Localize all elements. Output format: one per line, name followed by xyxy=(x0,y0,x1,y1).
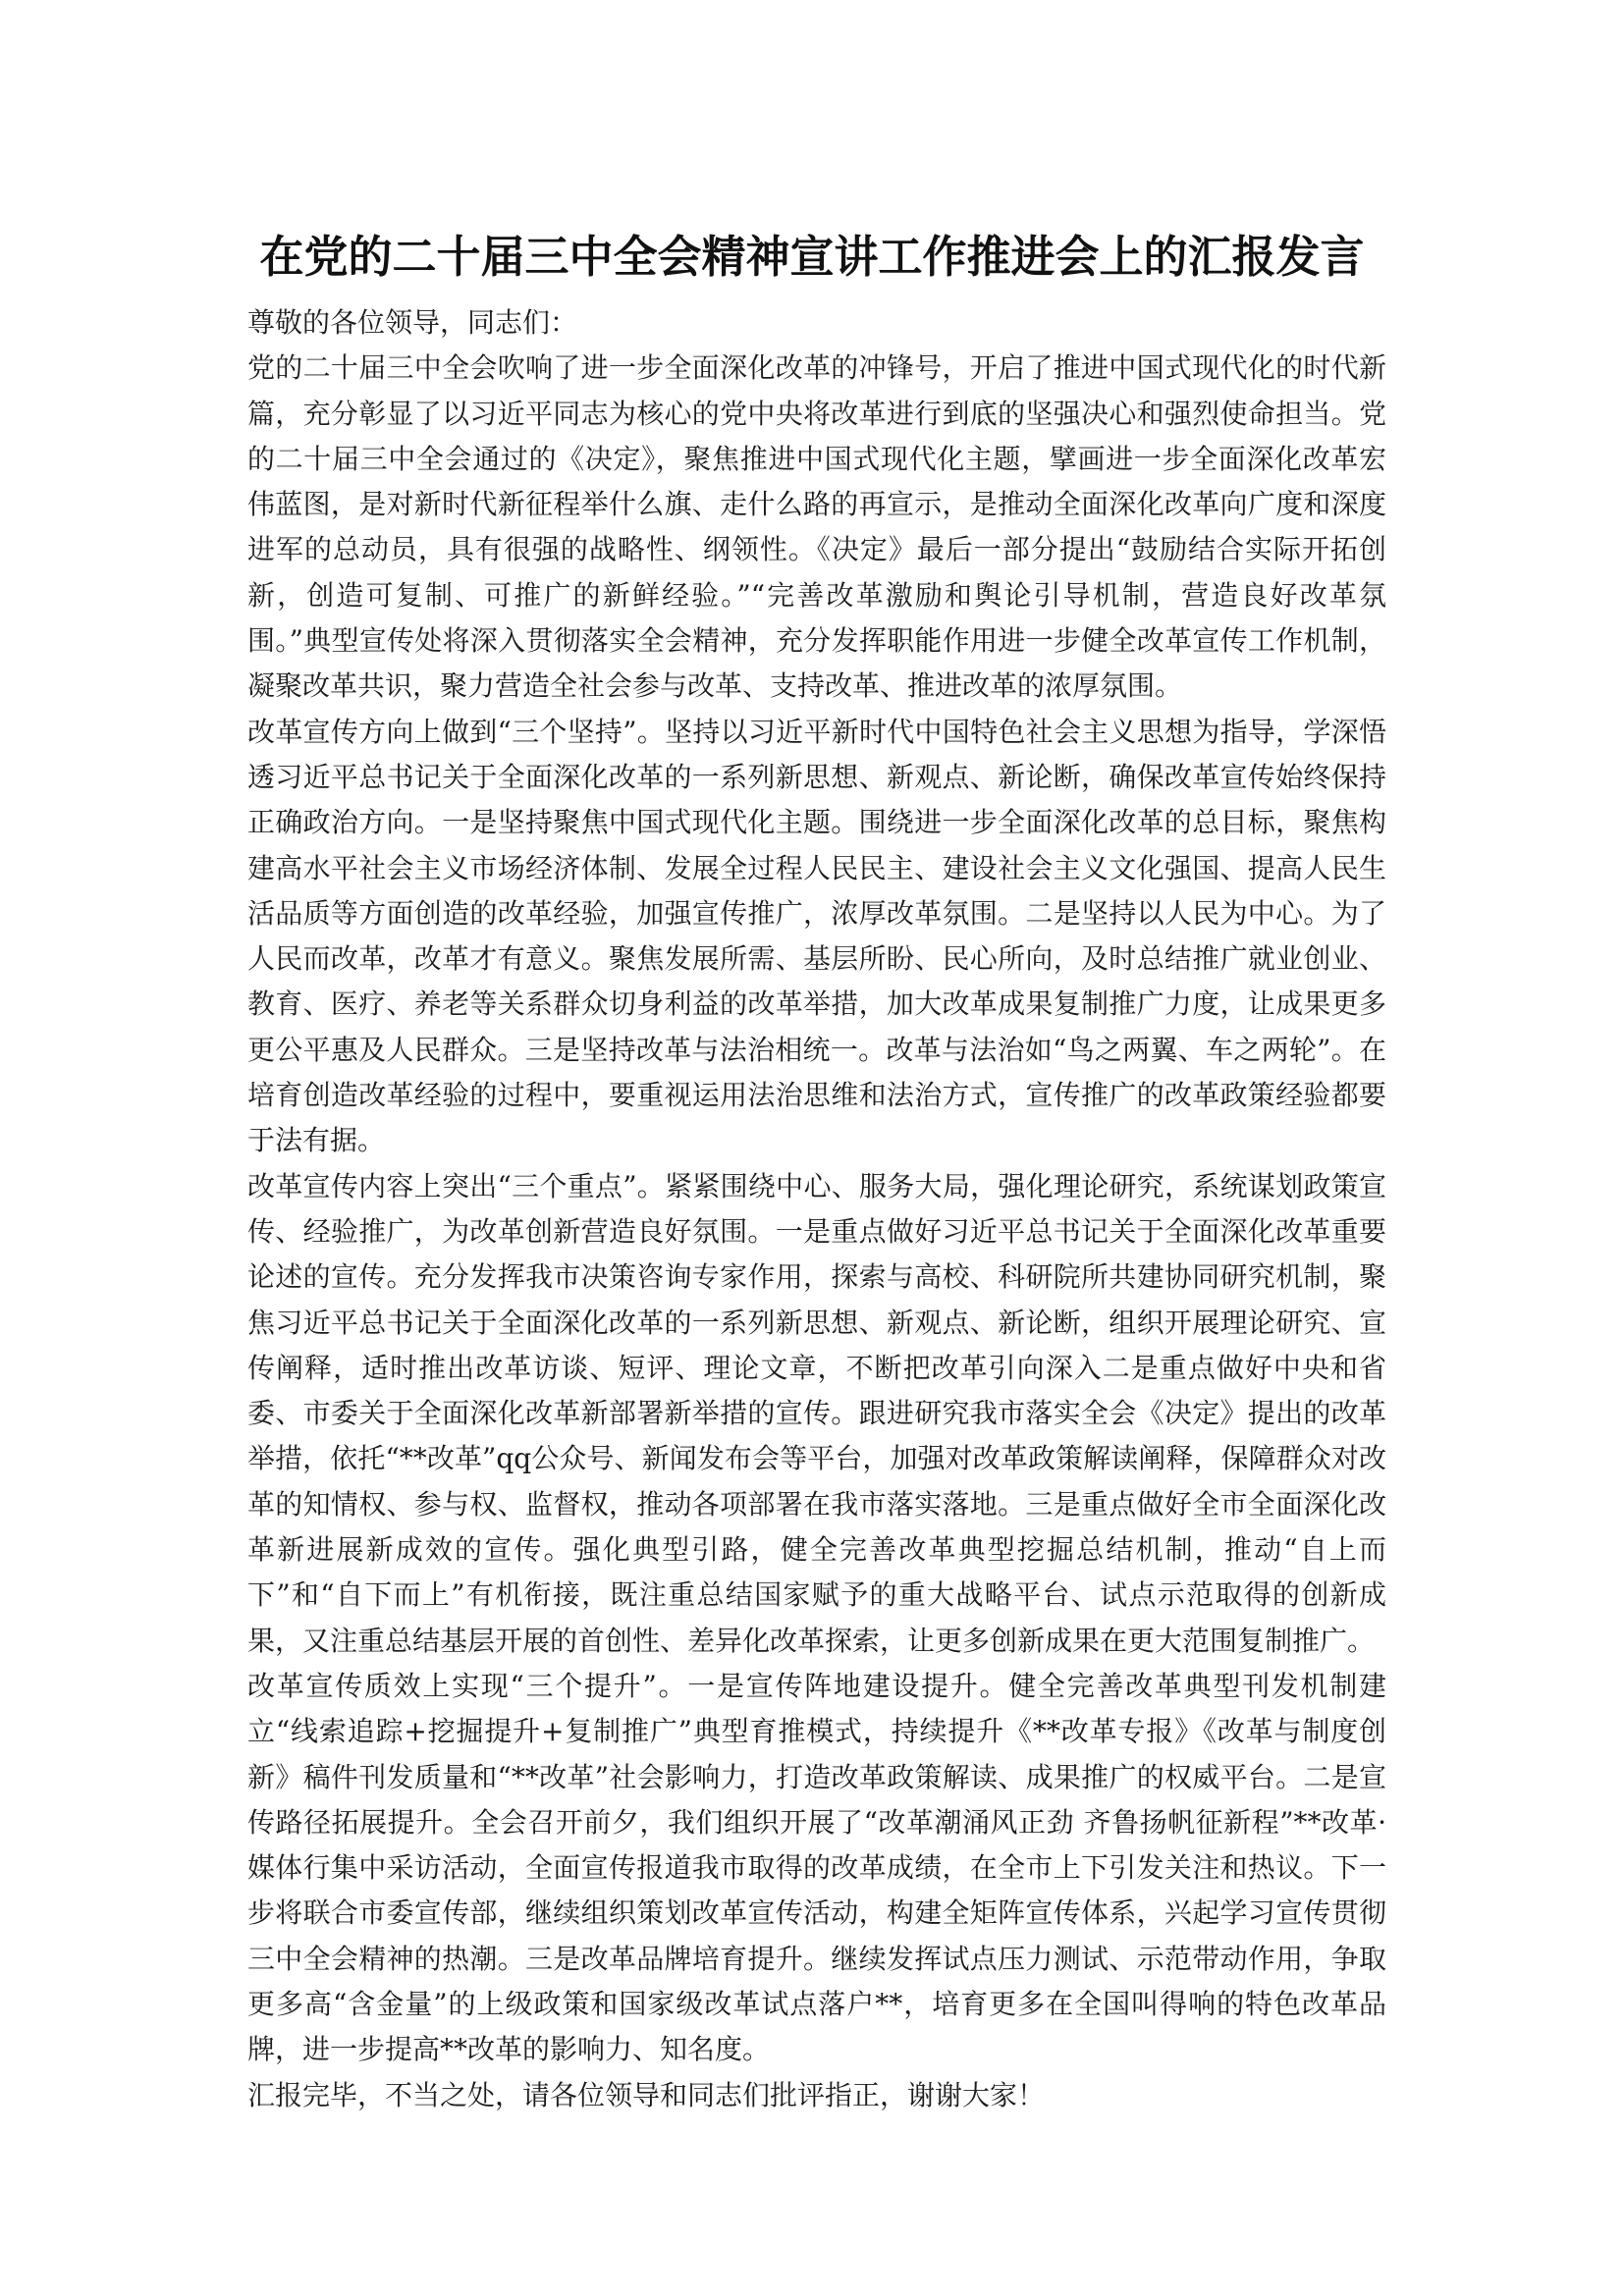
paragraph-three-priorities: 改革宣传内容上突出“三个重点”。紧紧围绕中心、服务大局，强化理论研究，系统谋划政策宣传、经验推广，为改革创新营造良好氛围。一是重点做好习近平总书记关于全面深化改革重要论述的宣传。充分发挥我市决策咨询专家作用，探索与高校、科研院所共建协同研究机制，聚焦习近平总书记关于全面深化改革的一系列新思想、新观点、新论断，组织开展理论研究、宣传阐释，适时推出改革访谈、短评、理论文章，不断把改革引向深入二是重点做好中央和省委、市委关于全面深化改革新部署新举措的宣传。跟进研究我市落实全会《决定》提出的改革举措，依托“**改革”qq公众号、新闻发布会等平台，加强对改革政策解读阐释，保障群众对改革的知情权、参与权、监督权，推动各项部署在我市落实落地。三是重点做好全市全面深化改革新进展新成效的宣传。强化典型引路，健全完善改革典型挖掘总结机制，推动“自上而下”和“自下而上”有机衔接，既注重总结国家赋予的重大战略平台、试点示范取得的创新成果，又注重总结基层开展的首创性、差异化改革探索，让更多创新成果在更大范围复制推广。 xyxy=(247,1169,1386,1657)
document-title: 在党的二十届三中全会精神宣讲工作推进会上的汇报发言 xyxy=(259,231,1365,283)
paragraph-three-improvements: 改革宣传质效上实现“三个提升”。一是宣传阵地建设提升。健全完善改革典型刊发机制建立“线索追踪+挖掘提升+复制推广”典型育推模式，持续提升《**改革专报》《改革与制度创新》稿件刊发质量和“**改革”社会影响力，打造改革政策解读、成果推广的权威平台。二是宣传路径拓展提升。全会召开前夕，我们组织开展了“改革潮涌风正劲 齐鲁扬帆征新程”**改革·媒体行集中采访活动，全面宣传报道我市取得的改革成绩，在全市上下引发关注和热议。下一步将联合市委宣传部，继续组织策划改革宣传活动，构建全矩阵宣传体系，兴起学习宣传贯彻三中全会精神的热潮。三是改革品牌培育提升。继续发挥试点压力测试、示范带动作用，争取更多高“含金量”的上级政策和国家级改革试点落户**，培育更多在全国叫得响的特色改革品牌，进一步提高**改革的影响力、知名度。 xyxy=(247,1669,1386,2066)
document-body xyxy=(247,300,1386,2118)
paragraph-intro: 党的二十届三中全会吹响了进一步全面深化改革的冲锋号，开启了推进中国式现代化的时代新篇，充分彰显了以习近平同志为核心的党中央将改革进行到底的坚强决心和强烈使命担当。党的二十届三中全会通过的《决定》，聚焦推进中国式现代化主题，擘画进一步全面深化改革宏伟蓝图，是对新时代新征程举什么旗、走什么路的再宣示，是推动全面深化改革向广度和深度进军的总动员，具有很强的战略性、纲领性。《决定》最后一部分提出“鼓励结合实际开拓创新，创造可复制、可推广的新鲜经验。”“完善改革激励和舆论引导机制，营造良好改革氛围。”典型宣传处将深入贯彻落实全会精神，充分发挥职能作用进一步健全改革宣传工作机制，凝聚改革共识，聚力营造全社会参与改革、支持改革、推进改革的浓厚氛围。 xyxy=(247,351,1386,703)
paragraph-three-persistences: 改革宣传方向上做到“三个坚持”。坚持以习近平新时代中国特色社会主义思想为指导，学深悟透习近平总书记关于全面深化改革的一系列新思想、新观点、新论断，确保改革宣传始终保持正确政治方向。一是坚持聚焦中国式现代化主题。围绕进一步全面深化改革的总目标，聚焦构建高水平社会主义市场经济体制、发展全过程人民民主、建设社会主义文化强国、提高人民生活品质等方面创造的改革经验，加强宣传推广，浓厚改革氛围。二是坚持以人民为中心。为了人民而改革，改革才有意义。聚焦发展所需、基层所盼、民心所向，及时总结推广就业创业、教育、医疗、养老等关系群众切身利益的改革举措，加大改革成果复制推广力度，让成果更多更公平惠及人民群众。三是坚持改革与法治相统一。改革与法治如“鸟之两翼、车之两轮”。在培育创造改革经验的过程中，要重视运用法治思维和法治方式，宣传推广的改革政策经验都要于法有据。 xyxy=(247,715,1386,1157)
salutation: 尊敬的各位领导，同志们： xyxy=(247,306,578,339)
paragraph-closing: 汇报完毕，不当之处，请各位领导和同志们批评指正，谢谢大家！ xyxy=(247,2078,1046,2111)
